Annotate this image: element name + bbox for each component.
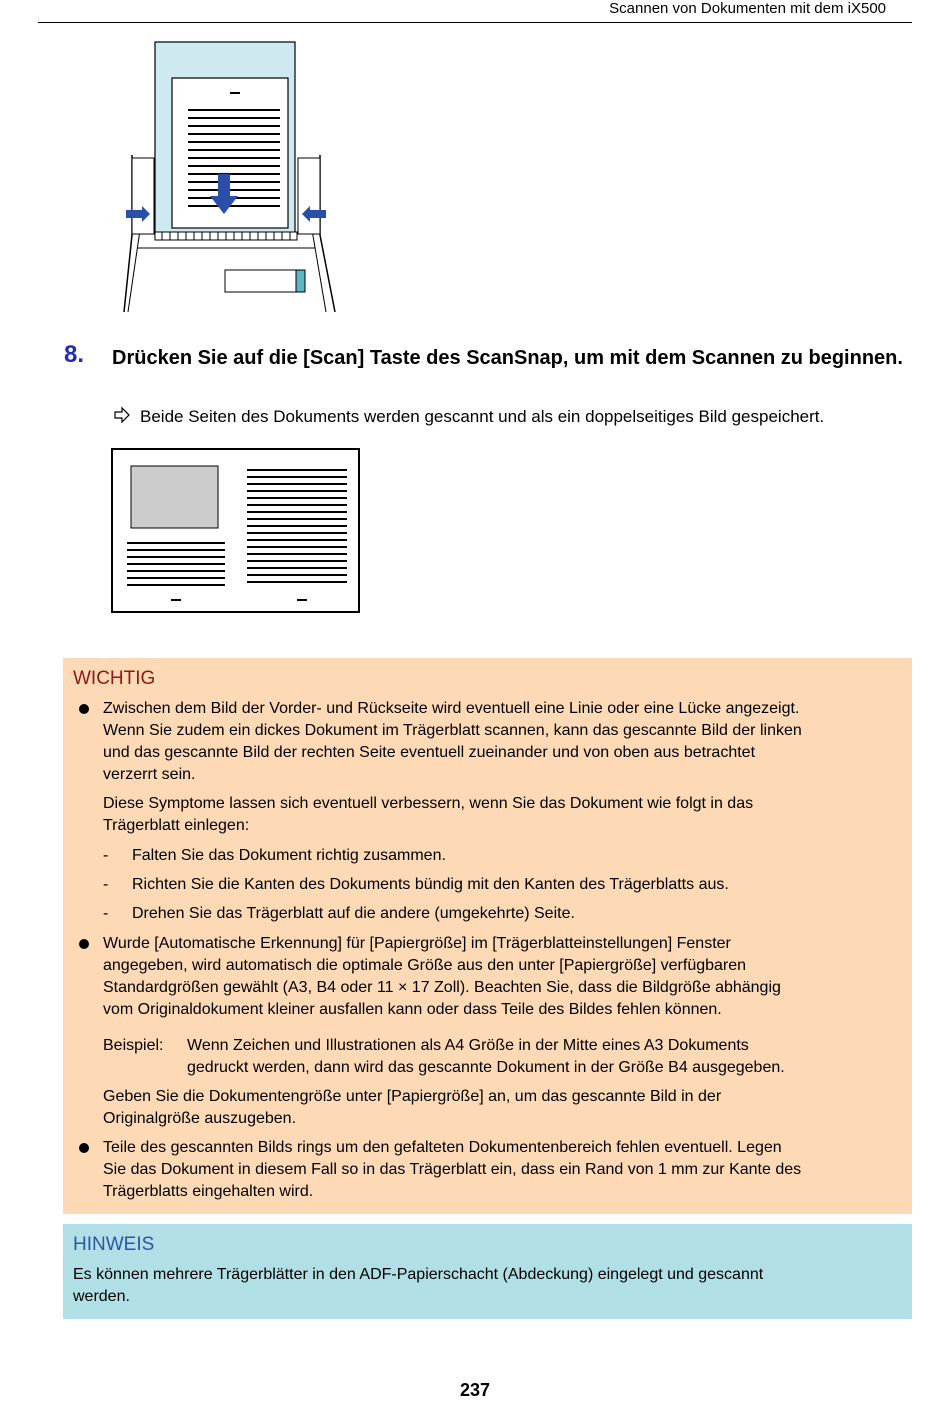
text-line: Trägerblatt einlegen: bbox=[103, 817, 250, 834]
text-line: Wenn Zeichen und Illustrationen als A4 Größe in der Mitte eines A3 Dokuments bbox=[187, 1037, 749, 1054]
text-line: Wurde [Automatische Erkennung] für [Papiergröße] im [Trägerblatteinstellungen] Fenster bbox=[103, 935, 731, 952]
text-line: Standardgrößen gewählt (A3, B4 oder 11 × 17 Zoll). Beachten Sie, dass die Bildgröße abhängig bbox=[103, 979, 781, 996]
bullet-icon bbox=[79, 1143, 89, 1153]
text-line: angegeben, wird automatisch die optimale Größe aus den unter [Papiergröße] verfügbaren bbox=[103, 957, 747, 974]
hint-title: HINWEIS bbox=[73, 1234, 155, 1255]
text-line: Teile des gescannten Bilds rings um den gefalteten Dokumentenbereich fehlen eventuell. Legen bbox=[103, 1139, 782, 1156]
text-line: vom Originaldokument kleiner ausfallen kann oder dass Teile des Bildes fehlen können. bbox=[103, 1001, 722, 1018]
important-subtext bbox=[103, 793, 903, 837]
step-number: 8. bbox=[64, 341, 85, 368]
text-line: verzerrt sein. bbox=[103, 766, 196, 783]
text-line: werden. bbox=[73, 1288, 130, 1305]
text-line: Es können mehrere Trägerblätter in den ADF-Papierschacht (Abdeckung) eingelegt und gescannt bbox=[73, 1266, 764, 1283]
important-note-box bbox=[63, 658, 912, 1214]
important-bullet-3 bbox=[103, 1137, 903, 1203]
dash-marker: - bbox=[103, 847, 109, 864]
example-label: Beispiel: bbox=[103, 1037, 164, 1054]
text-line: Originalgröße auszugeben. bbox=[103, 1110, 297, 1127]
important-bullet-2 bbox=[103, 933, 903, 1021]
step-instruction: Drücken Sie auf die [Scan] Taste des ScanSnap, um mit dem Scannen zu beginnen. bbox=[112, 347, 903, 369]
text-line: Geben Sie die Dokumentengröße unter [Papiergröße] an, um das gescannte Bild in der bbox=[103, 1088, 722, 1105]
text-line: Wenn Sie zudem ein dickes Dokument im Trägerblatt scannen, kann das gescannte Bild der linken bbox=[103, 722, 802, 739]
text-line: Zwischen dem Bild der Vorder- und Rückseite wird eventuell eine Linie oder eine Lücke angezeigt. bbox=[103, 700, 800, 717]
page-header-title: Scannen von Dokumenten mit dem iX500 bbox=[609, 0, 886, 17]
dash-item: Drehen Sie das Trägerblatt auf die andere (umgekehrte) Seite. bbox=[132, 905, 575, 922]
text-line: und das gescannte Bild der rechten Seite eventuell zueinander und von oben aus betrachtet bbox=[103, 744, 756, 761]
important-after-example bbox=[103, 1086, 903, 1130]
bullet-icon bbox=[79, 704, 89, 714]
bullet-icon bbox=[79, 939, 89, 949]
text-line: Trägerblatts eingehalten wird. bbox=[103, 1183, 314, 1200]
text-line: Diese Symptome lassen sich eventuell verbessern, wenn Sie das Dokument wie folgt in das bbox=[103, 795, 754, 812]
hint-text bbox=[73, 1264, 893, 1308]
dash-marker: - bbox=[103, 876, 109, 893]
duplex-image-illustration bbox=[111, 448, 361, 614]
text-line: gedruckt werden, dann wird das gescannte Dokument in der Größe B4 ausgegeben. bbox=[187, 1059, 785, 1076]
header-divider bbox=[38, 22, 912, 23]
scanner-illustration bbox=[110, 40, 350, 315]
dash-item: Richten Sie die Kanten des Dokuments bündig mit den Kanten des Trägerblatts aus. bbox=[132, 876, 729, 893]
hint-note-box bbox=[63, 1224, 912, 1319]
important-title: WICHTIG bbox=[73, 668, 156, 689]
example-text bbox=[187, 1035, 903, 1079]
result-arrow-icon bbox=[112, 406, 132, 424]
dash-marker: - bbox=[103, 905, 109, 922]
result-text: Beide Seiten des Dokuments werden gescannt und als ein doppelseitiges Bild gespeichert. bbox=[140, 407, 825, 426]
dash-item: Falten Sie das Dokument richtig zusammen. bbox=[132, 847, 446, 864]
important-bullet-1 bbox=[103, 698, 903, 786]
text-line: Sie das Dokument in diesem Fall so in das Trägerblatt ein, dass ein Rand von 1 mm zur Kante des bbox=[103, 1161, 802, 1178]
page-number: 237 bbox=[459, 1380, 491, 1400]
